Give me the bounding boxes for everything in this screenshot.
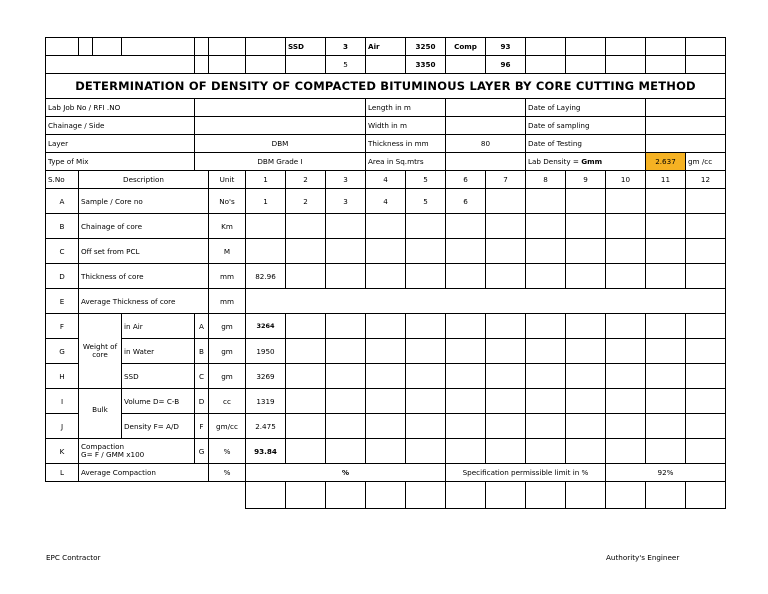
air-value-b: 3350 xyxy=(406,56,446,74)
top-row-2 xyxy=(46,56,726,74)
row-l xyxy=(46,464,726,482)
row-unit: No's xyxy=(209,189,246,214)
top-row-1 xyxy=(46,38,726,56)
col-header-9: 9 xyxy=(566,171,606,189)
comp-value-b: 96 xyxy=(486,56,526,74)
bulk-label: Bulk xyxy=(79,389,122,414)
core-cutting-sheet xyxy=(45,37,726,509)
type-mix-value: DBM Grade I xyxy=(195,153,366,171)
core-no-1: 1 xyxy=(246,189,286,214)
lab-density-label xyxy=(526,153,646,171)
row-code: A xyxy=(46,189,79,214)
row-unit: M xyxy=(209,239,246,264)
ssd-value-a: 3 xyxy=(326,38,366,56)
row-code: D xyxy=(46,264,79,289)
page-title: DETERMINATION OF DENSITY OF COMPACTED BITUMINOUS LAYER BY CORE CUTTING METHOD xyxy=(46,74,726,99)
row-code: J xyxy=(46,414,79,439)
row-description: Average Thickness of core xyxy=(79,289,209,314)
col-header-10: 10 xyxy=(606,171,646,189)
row-letter: B xyxy=(195,339,209,364)
info-row-chainage xyxy=(46,117,726,135)
length-label: Length in m xyxy=(366,99,446,117)
row-sub-description: SSD xyxy=(122,364,195,389)
column-header-row xyxy=(46,171,726,189)
comp-value-a: 93 xyxy=(486,38,526,56)
row-code: I xyxy=(46,389,79,414)
thickness-core-1: 82.96 xyxy=(246,264,286,289)
row-unit: mm xyxy=(209,289,246,314)
weight-ssd-1: 3269 xyxy=(246,364,286,389)
row-code: G xyxy=(46,339,79,364)
row-e xyxy=(46,289,726,314)
row-letter: D xyxy=(195,389,209,414)
col-header-5: 5 xyxy=(406,171,446,189)
compaction-line-2: G= F / GMM x100 xyxy=(81,450,145,459)
core-no-3: 3 xyxy=(326,189,366,214)
area-label: Area in Sq.mtrs xyxy=(366,153,446,171)
info-row-type-mix xyxy=(46,153,726,171)
ssd-label: SSD xyxy=(286,38,326,56)
row-d xyxy=(46,264,726,289)
spec-limit-label: Specification permissible limit in % xyxy=(446,464,606,482)
volume-1: 1319 xyxy=(246,389,286,414)
authority-engineer-label: Authority's Engineer xyxy=(606,553,680,562)
type-mix-label: Type of Mix xyxy=(46,153,195,171)
row-a xyxy=(46,189,726,214)
row-code: E xyxy=(46,289,79,314)
row-f xyxy=(46,314,726,339)
info-row-layer xyxy=(46,135,726,153)
row-unit: Km xyxy=(209,214,246,239)
row-letter: G xyxy=(195,439,209,464)
core-no-2: 2 xyxy=(286,189,326,214)
weight-water-1: 1950 xyxy=(246,339,286,364)
row-c xyxy=(46,239,726,264)
thickness-label: Thickness in mm xyxy=(366,135,446,153)
row-code: L xyxy=(46,464,79,482)
row-unit: % xyxy=(209,439,246,464)
row-g xyxy=(46,339,726,364)
title-row xyxy=(46,74,726,99)
row-code: H xyxy=(46,364,79,389)
row-unit: mm xyxy=(209,264,246,289)
row-unit: gm xyxy=(209,314,246,339)
row-k xyxy=(46,439,726,464)
width-label: Width in m xyxy=(366,117,446,135)
sno-header: S.No xyxy=(46,171,79,189)
col-header-4: 4 xyxy=(366,171,406,189)
col-header-6: 6 xyxy=(446,171,486,189)
row-unit: % xyxy=(209,464,246,482)
row-sub-description: in Water xyxy=(122,339,195,364)
row-unit: gm xyxy=(209,364,246,389)
col-header-3: 3 xyxy=(326,171,366,189)
row-sub-description: Volume D= C-B xyxy=(122,389,195,414)
lab-density-value: 2.637 xyxy=(646,153,686,171)
row-description: Thickness of core xyxy=(79,264,209,289)
air-label: Air xyxy=(366,38,406,56)
col-header-7: 7 xyxy=(486,171,526,189)
compaction-line-1: Compaction xyxy=(81,442,125,451)
date-laying-label: Date of Laying xyxy=(526,99,646,117)
density-1: 2.475 xyxy=(246,414,286,439)
ssd-value-b: 5 xyxy=(326,56,366,74)
row-letter: F xyxy=(195,414,209,439)
col-header-2: 2 xyxy=(286,171,326,189)
col-header-1: 1 xyxy=(246,171,286,189)
lab-density-unit: gm /cc xyxy=(686,153,726,171)
row-sub-description: Density F= A/D xyxy=(122,414,195,439)
row-sub-description: in Air xyxy=(122,314,195,339)
chainage-side-label: Chainage / Side xyxy=(46,117,195,135)
row-code: F xyxy=(46,314,79,339)
row-description: Off set from PCL xyxy=(79,239,209,264)
col-header-11: 11 xyxy=(646,171,686,189)
unit-header: Unit xyxy=(209,171,246,189)
description-header: Description xyxy=(79,171,209,189)
layer-value: DBM xyxy=(195,135,366,153)
row-code: K xyxy=(46,439,79,464)
row-i xyxy=(46,389,726,414)
compaction-1: 93.84 xyxy=(246,439,286,464)
comp-label: Comp xyxy=(446,38,486,56)
row-j xyxy=(46,414,726,439)
weight-of-core-label: Weight of core xyxy=(79,339,122,364)
row-unit: cc xyxy=(209,389,246,414)
weight-air-1: 3264 xyxy=(246,314,286,339)
density-table xyxy=(45,37,726,509)
row-letter: C xyxy=(195,364,209,389)
lab-density-text: Lab Density = xyxy=(528,157,582,166)
row-description: Average Compaction xyxy=(79,464,209,482)
col-header-12: 12 xyxy=(686,171,726,189)
signature-row xyxy=(46,482,726,509)
layer-label: Layer xyxy=(46,135,195,153)
core-no-6: 6 xyxy=(446,189,486,214)
row-unit: gm xyxy=(209,339,246,364)
epc-contractor-label: EPC Contractor xyxy=(46,553,101,562)
row-description: Chainage of core xyxy=(79,214,209,239)
col-header-8: 8 xyxy=(526,171,566,189)
row-description: Sample / Core no xyxy=(79,189,209,214)
date-testing-label: Date of Testing xyxy=(526,135,646,153)
row-code: B xyxy=(46,214,79,239)
row-code: C xyxy=(46,239,79,264)
air-value-a: 3250 xyxy=(406,38,446,56)
date-sampling-label: Date of sampling xyxy=(526,117,646,135)
core-no-4: 4 xyxy=(366,189,406,214)
info-row-lab-job xyxy=(46,99,726,117)
compaction-description xyxy=(79,439,195,464)
lab-density-gmm: Gmm xyxy=(581,157,603,166)
lab-job-label: Lab Job No / RFI .NO xyxy=(46,99,195,117)
core-no-5: 5 xyxy=(406,189,446,214)
average-compaction-value: % xyxy=(246,464,446,482)
row-h xyxy=(46,364,726,389)
row-b xyxy=(46,214,726,239)
row-letter: A xyxy=(195,314,209,339)
thickness-value: 80 xyxy=(446,135,526,153)
spec-limit-value: 92% xyxy=(606,464,726,482)
row-unit: gm/cc xyxy=(209,414,246,439)
